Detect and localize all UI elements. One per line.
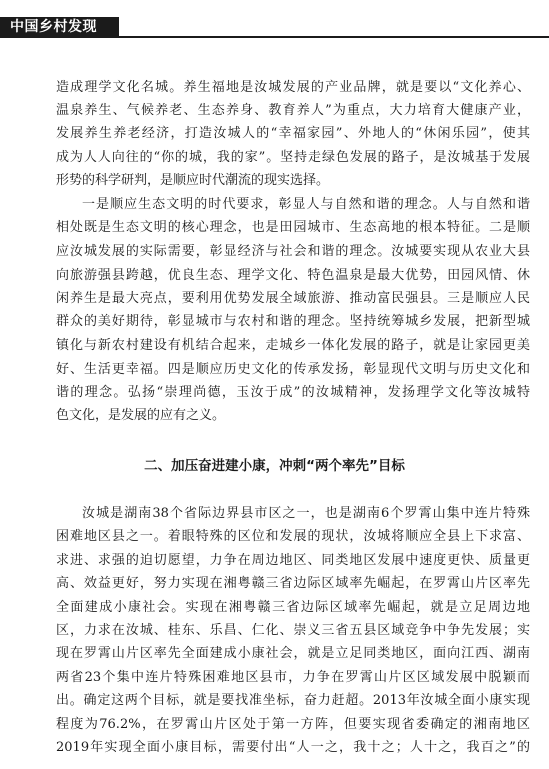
text-line: 两省23个集中连片特殊困难地区县市，力争在罗霄山片区区域发展中脱颖而 bbox=[56, 670, 530, 685]
text-line: 相处既是生态文明的核心理念，也是田园城市、生态高地的根本特征。二是顺 bbox=[56, 220, 530, 235]
text-line: 区，力求在汝城、桂东、乐昌、仁化、崇义三省五县区域竞争中争先发展；实 bbox=[56, 623, 530, 638]
text-line: 镇化与新农村建设有机结合起来，走城乡一体化发展的路子，就是让家园更美 bbox=[56, 338, 530, 353]
text-line: 出。确定这两个目标，就是要找准坐标，奋力赶超。2013年汝城全面小康实现 bbox=[56, 693, 530, 708]
text-line: 造成理学文化名城。养生福地是汝城发展的产业品牌，就是要以“文化养心、 bbox=[56, 80, 530, 95]
text-line: 好、生活更幸福。四是顺应历史文化的传承发扬，彰显现代文明与历史文化和 bbox=[56, 362, 530, 377]
text-line: 求进、求强的迫切愿望，力争在周边地区、同类地区发展中速度更快、质量更 bbox=[56, 553, 530, 568]
text-line: 全面建成小康社会。实现在湘粤赣三省边际区域率先崛起，就是立足周边地 bbox=[56, 600, 530, 615]
text-line: 一是顺应生态文明的时代要求，彰显人与自然和谐的理念。人与自然和谐 bbox=[82, 197, 530, 212]
text-line: 谐的理念。弘扬“崇理尚德，玉汝于成”的汝城精神，发扬理学文化等汝城特 bbox=[56, 385, 530, 400]
text-line: 程度为76.2%，在罗霄山片区处于第一方阵，但要实现省委确定的湘南地区 bbox=[56, 717, 530, 732]
text-line: 2019年实现全面小康目标，需要付出“人一之，我十之；人十之，我百之”的 bbox=[56, 740, 530, 755]
text-line: 色文化，是发展的应有之义。 bbox=[56, 408, 226, 423]
text-line: 成为人人向往的“你的城，我的家”。坚持走绿色发展的路子，是汝城基于发展 bbox=[56, 150, 530, 165]
text-line: 现在罗霄山片区率先全面建成小康社会，就是立足同类地区，面向江西、湖南 bbox=[56, 646, 530, 661]
section-tag-label: 中国乡村发现 bbox=[10, 19, 97, 35]
text-line: 闲养生是最大亮点，要利用优势发展全域旅游、推动富民强县。三是顺应人民 bbox=[56, 291, 530, 306]
text-line: 群众的美好期待，彰显城市与农村和谐的理念。坚持统筹城乡发展，把新型城 bbox=[56, 314, 530, 329]
text-line: 向旅游强县跨越，优良生态、理学文化、特色温泉是最大优势，田园风情、休 bbox=[56, 268, 530, 283]
text-line: 汝城是湖南38个省际边界县市区之一，也是湖南6个罗霄山集中连片特殊 bbox=[82, 506, 530, 521]
text-line: 应汝城发展的实际需要，彰显经济与社会和谐的理念。汝城要实现从农业大县 bbox=[56, 244, 530, 259]
text-line: 困难地区县之一。着眼特殊的区位和发展的现状，汝城将顺应全县上下求富、 bbox=[56, 529, 530, 544]
text-line: 高、效益更好，努力实现在湘粤赣三省边际区域率先崛起，在罗霄山片区率先 bbox=[56, 576, 530, 591]
section-heading: 二、加压奋进建小康，冲刺“两个率先”目标 bbox=[144, 458, 405, 474]
text-line: 温泉养生、气候养老、生态养身、教育养人”为重点，大力培育大健康产业， bbox=[56, 103, 530, 118]
text-line: 发展养生养老经济，打造汝城人的“幸福家园”、外地人的“休闲乐园”，使其 bbox=[56, 126, 530, 141]
text-line: 形势的科学研判，是顺应时代潮流的现实选择。 bbox=[56, 173, 330, 188]
